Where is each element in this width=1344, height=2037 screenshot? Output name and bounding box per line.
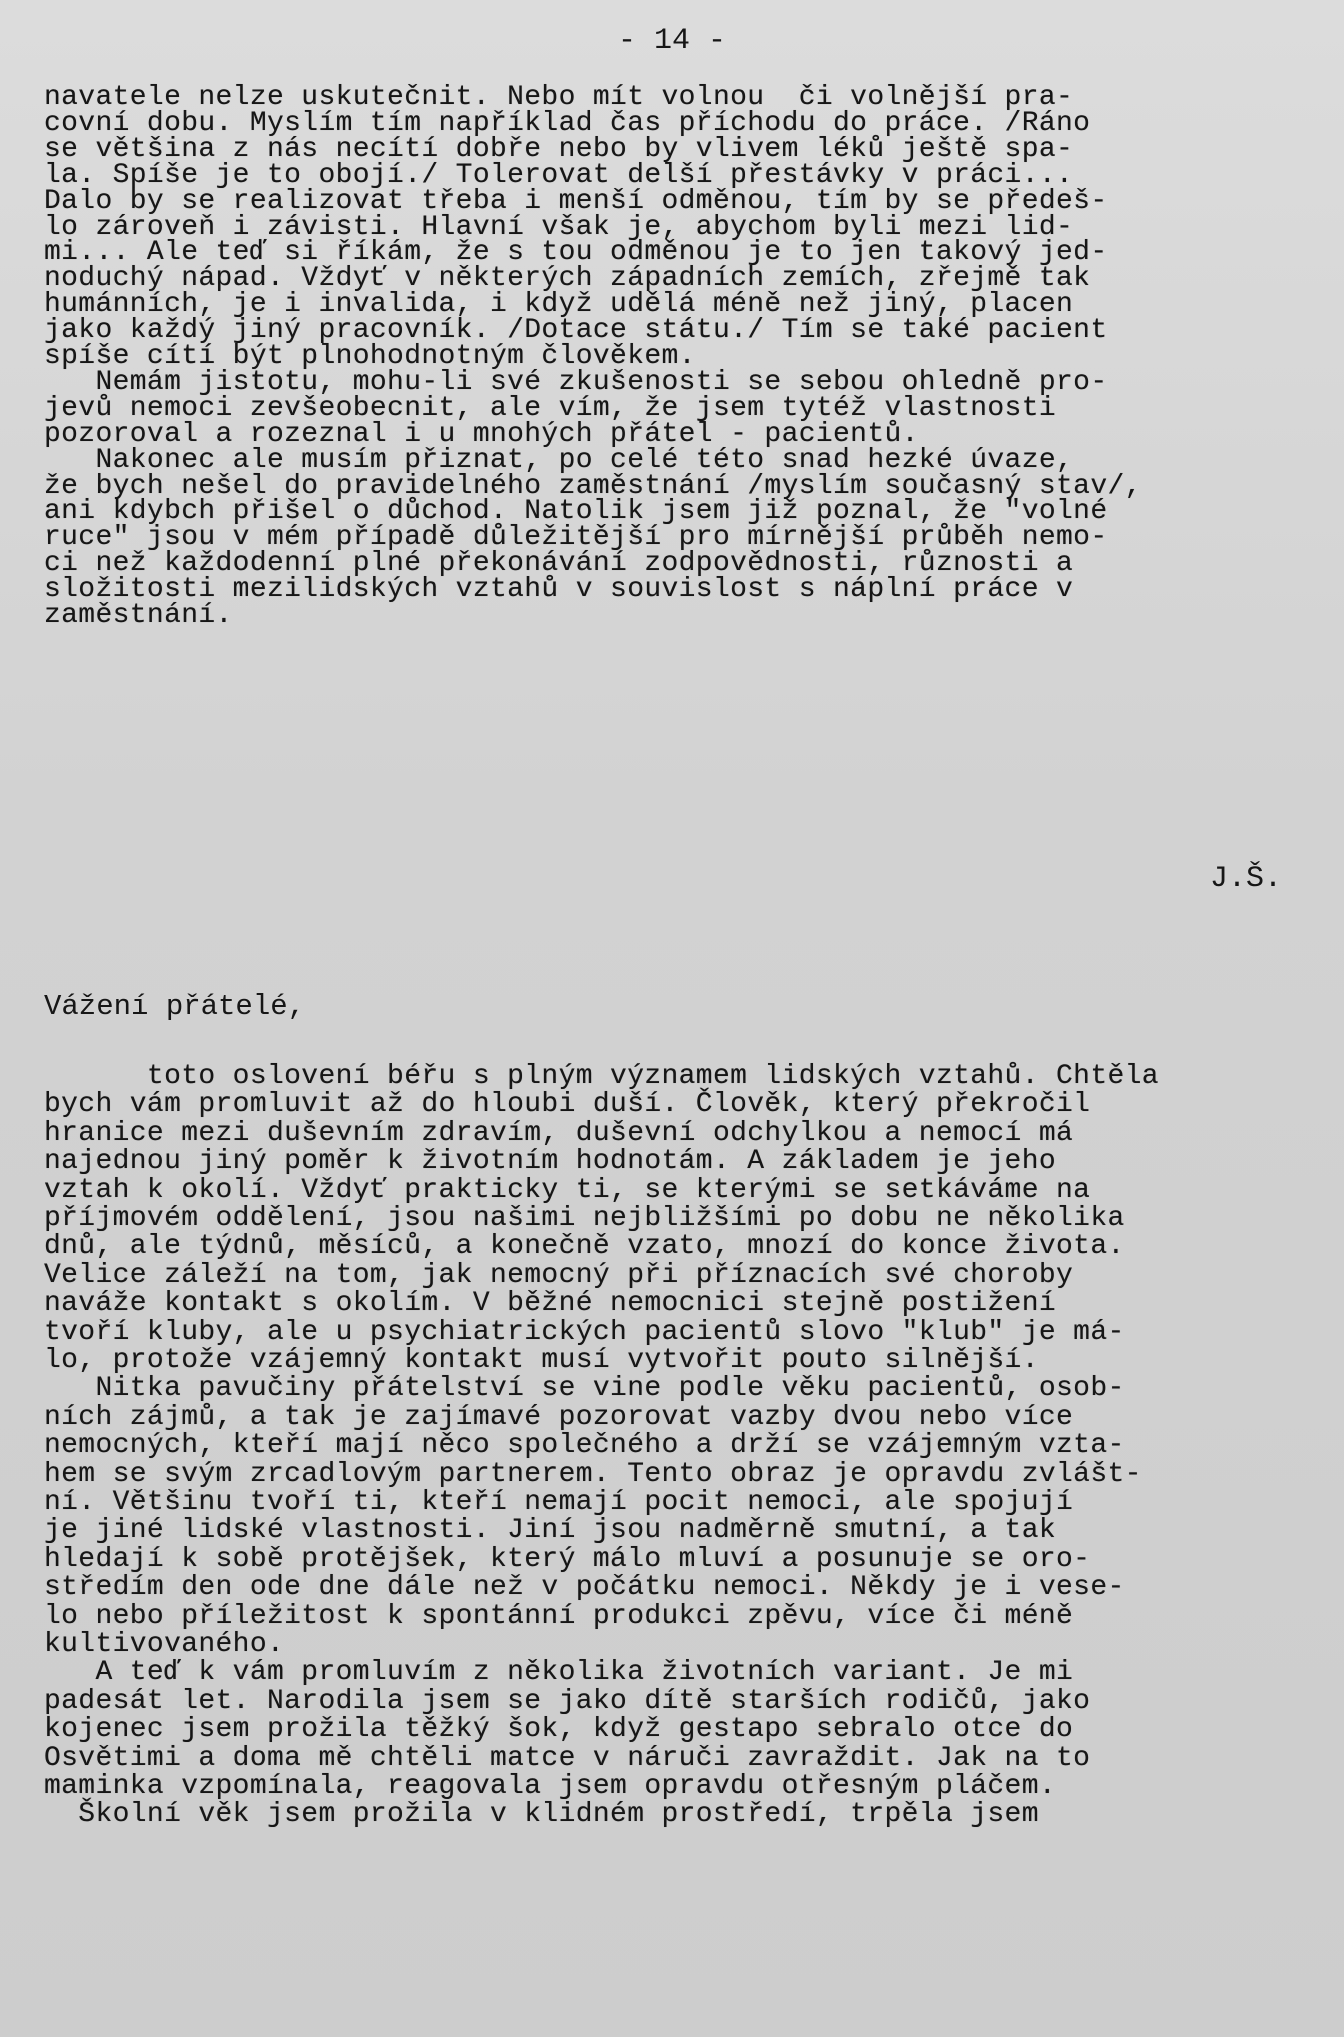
text-line: jevů nemoci zevšeobecnit, ale vím, že jsem tytéž vlastnosti bbox=[44, 392, 1057, 424]
text-line: středím den ode dne dále než v počátku nemoci. Někdy je i vese- bbox=[44, 1572, 1125, 1604]
text-line: tvoří kluby, ale u psychiatrických pacientů slovo "klub" je má- bbox=[44, 1316, 1125, 1348]
signature-initials: J.Š. bbox=[1210, 862, 1283, 896]
text-line: lo zároveň i závisti. Hlavní však je, abychom byli mezi lid- bbox=[44, 211, 1074, 243]
text-line: pozoroval a rozeznal i u mnohých přátel - pacientů. bbox=[44, 418, 919, 450]
text-line: naváže kontakt s okolím. V běžné nemocnici stejně postižení bbox=[44, 1288, 1057, 1320]
text-line: kojenec jsem prožila těžký šok, když gestapo sebralo otce do bbox=[44, 1714, 1074, 1746]
text-line: ani kdybch přišel o důchod. Natolik jsem již poznal, že "volné bbox=[44, 496, 1108, 528]
text-line: příjmovém oddělení, jsou našimi nejbližšími po dobu ne několika bbox=[44, 1203, 1125, 1234]
text-line: ních zájmů, a tak je zajímavé pozorovat vazby dvou nebo více bbox=[44, 1401, 1074, 1433]
text-line: A teď k vám promluvím z několika životních variant. Je mi bbox=[44, 1657, 1074, 1689]
text-line: navatele nelze uskutečnit. Nebo mít volnou či volnější pra- bbox=[44, 82, 1074, 113]
text-line: toto oslovení béřu s plným významem lidských vztahů. Chtěla bbox=[44, 1061, 1159, 1092]
text-line: Nitka pavučiny přátelství se vine podle věku pacientů, osob- bbox=[44, 1373, 1125, 1405]
text-line: Nakonec ale musím přiznat, po celé této snad hezké úvaze, bbox=[44, 444, 1074, 476]
text-line: lo, protože vzájemný kontakt musí vytvořit pouto silnější. bbox=[44, 1345, 1039, 1376]
page-number: - 14 - bbox=[618, 24, 727, 58]
text-line: najednou jiný poměr k životním hodnotám. A základem je jeho bbox=[44, 1146, 1057, 1178]
salutation: Vážení přátelé, bbox=[44, 990, 306, 1023]
text-line: vztah k okolí. Vždyť prakticky ti, se kterými se setkáváme na bbox=[44, 1174, 1091, 1206]
text-line: Dalo by se realizovat třeba i menší odměnou, tím by se předeš- bbox=[44, 185, 1108, 217]
text-line: se většina z nás necítí dobře nebo by vlivem léků ještě spa- bbox=[44, 133, 1074, 165]
text-line: la. Spíše je to obojí./ Tolerovat delší přestávky v práci... bbox=[44, 159, 1074, 191]
text-line: ruce" jsou v mém případě důležitější pro mírnější průběh nemo- bbox=[44, 522, 1108, 554]
text-line: Osvětimi a doma mě chtěli matce v náruči zavraždit. Jak na to bbox=[44, 1742, 1091, 1774]
text-line: bych vám promluvit až do hloubi duší. Člověk, který překročil bbox=[44, 1089, 1091, 1121]
text-line: Velice záleží na tom, jak nemocný při příznacích své choroby bbox=[44, 1259, 1074, 1291]
text-line: lo nebo příležitost k spontánní produkci zpěvu, více či méně bbox=[44, 1600, 1074, 1632]
text-line: je jiné lidské vlastnosti. Jiní jsou nadměrně smutní, a tak bbox=[44, 1515, 1057, 1547]
text-line: složitosti mezilidských vztahů v souvislost s náplní práce v bbox=[44, 574, 1074, 606]
text-line: Nemám jistotu, mohu-li své zkušenosti se sebou ohledně pro- bbox=[44, 366, 1108, 398]
text-line: mi... Ale teď si říkám, že s tou odměnou je to jen takový jed- bbox=[44, 237, 1108, 269]
text-line: humánních, je i invalida, i když udělá méně než jiný, placen bbox=[44, 289, 1074, 321]
text-line: spíše cítí být plnohodnotným člověkem. bbox=[44, 341, 696, 372]
text-line: nemocných, kteří mají něco společného a drží se vzájemným vzta- bbox=[44, 1430, 1125, 1462]
text-line: ci než každodenní plné překonávání zodpovědnosti, různosti a bbox=[44, 548, 1074, 580]
text-line: hledají k sobě protějšek, který málo mluví a posunuje se oro- bbox=[44, 1543, 1091, 1575]
text-line: padesát let. Narodila jsem se jako dítě starších rodičů, jako bbox=[44, 1685, 1091, 1717]
text-line: Školní věk jsem prožila v klidném prostředí, trpěla jsem bbox=[44, 1799, 1039, 1831]
text-line: zaměstnání. bbox=[44, 600, 233, 631]
text-line: dnů, ale týdnů, měsíců, a konečně vzato, mnozí do konce života. bbox=[44, 1231, 1125, 1263]
text-line: maminka vzpomínala, reagovala jsem opravdu otřesným pláčem. bbox=[44, 1771, 1057, 1802]
text-line: kultivovaného. bbox=[44, 1629, 285, 1660]
text-line: že bych nešel do pravidelného zaměstnání /myslím současný stav/, bbox=[44, 470, 1142, 502]
text-line: hem se svým zrcadlovým partnerem. Tento obraz je opravdu zvlášt- bbox=[44, 1458, 1142, 1490]
text-line: ní. Většinu tvoří ti, kteří nemají pocit nemoci, ale spojují bbox=[44, 1487, 1074, 1518]
text-line: noduchý nápad. Vždyť v některých západních zemích, zřejmě tak bbox=[44, 263, 1091, 295]
text-line: jako každý jiný pracovník. /Dotace státu./ Tím se také pacient bbox=[44, 315, 1108, 347]
text-line: covní dobu. Myslím tím například čas příchodu do práce. /Ráno bbox=[44, 107, 1091, 139]
text-line: hranice mezi duševním zdravím, duševní odchylkou a nemocí má bbox=[44, 1117, 1074, 1149]
